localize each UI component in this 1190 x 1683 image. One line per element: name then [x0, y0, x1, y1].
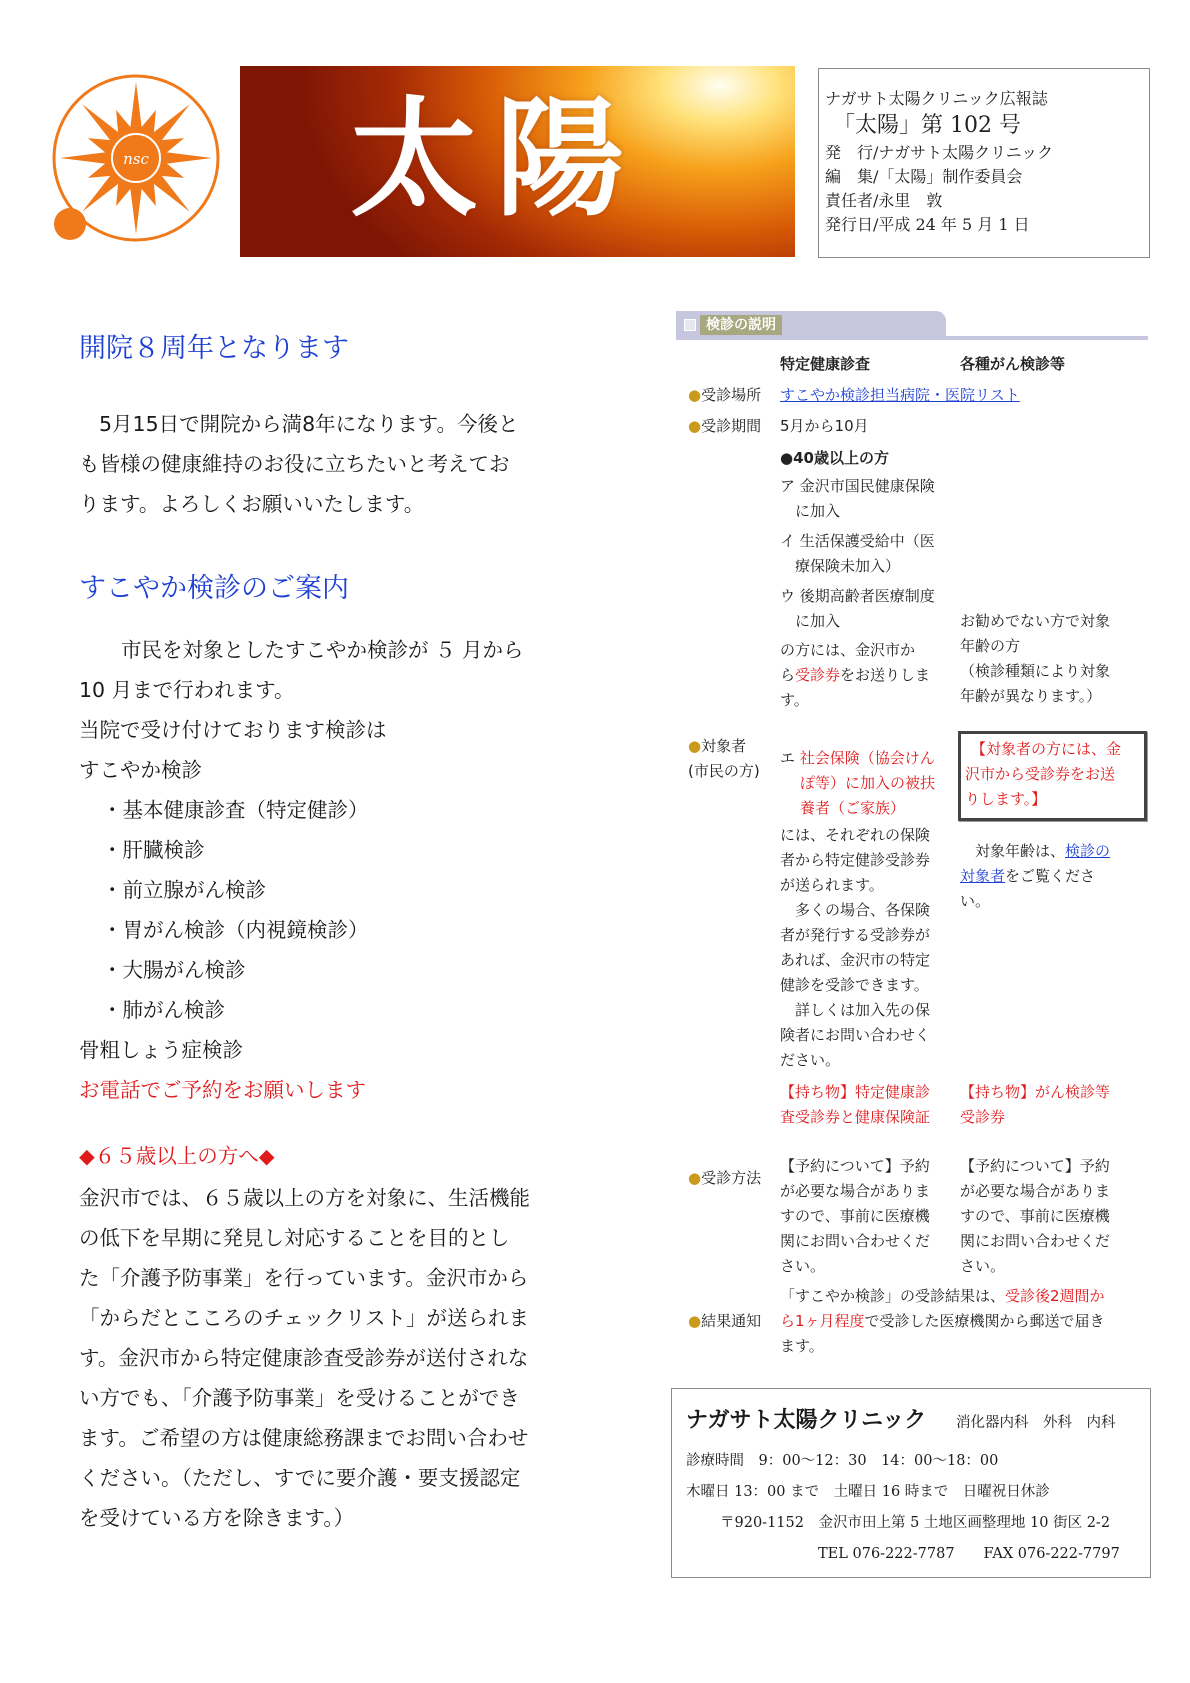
eligibility-i: 療保険未加入） [780, 557, 901, 575]
clinic-name: ナガサト太陽クリニック [686, 1408, 927, 1433]
method-specific: さい。 [780, 1257, 826, 1275]
target-sublabel: (市民の方) [688, 762, 760, 780]
panel-tab-underline [676, 336, 1148, 340]
place-label: 受診場所 [701, 386, 762, 404]
issue-date: 発行日/平成 24 年 5 月 1 日 [825, 215, 1030, 234]
target-age-link[interactable]: 検診の [1065, 842, 1111, 860]
responsible-person: 責任者/永里 敦 [825, 191, 943, 210]
result-period: ら1ヶ月程度 [780, 1312, 865, 1330]
anniversary-line: ります。よろしくお願いいたします。 [79, 492, 425, 516]
sun-ray-icon [129, 181, 142, 234]
hospital-list-link[interactable]: すこやか検診担当病院・医院リスト [780, 386, 1020, 404]
result-text: ます。 [780, 1337, 824, 1355]
sun-ray-icon [60, 151, 113, 164]
checkup-item: ・基本健康診査（特定健診） [102, 798, 369, 822]
seniors-heading: ◆６５歳以上の方へ◆ [79, 1144, 275, 1168]
result-label: 結果通知 [701, 1312, 762, 1330]
cancer-note: 年齢が異なります。） [960, 687, 1102, 705]
result-text: 「すこやか検診」の受診結果は、 [780, 1287, 1006, 1305]
clinic-info-box [671, 1388, 1151, 1578]
bullet-icon: ● [688, 737, 702, 755]
checkup-item: ・前立腺がん検診 [102, 878, 266, 902]
insurer-note: 者が発行する受診券が [780, 926, 931, 944]
age-note: い。 [960, 892, 991, 910]
eligibility-a: に加入 [780, 502, 841, 520]
eligibility-i: イ 生活保護受給中（医 [780, 532, 935, 550]
checkup-item: ・肺がん検診 [102, 998, 225, 1022]
bring-items-cancer: 受診券 [960, 1108, 1006, 1126]
send-line: ら [780, 666, 796, 684]
insurer-note: 多くの場合、各保険 [780, 901, 931, 919]
voucher-notice: 【対象者の方には、金 [971, 740, 1122, 758]
target-label: 対象者 [701, 737, 747, 755]
seniors-line: の低下を早期に発見し対応することを目的とし [79, 1226, 510, 1250]
voucher-notice-box [958, 731, 1147, 821]
osteoporosis-item: 骨粗しょう症検診 [79, 1038, 243, 1062]
anniversary-text [79, 404, 569, 524]
eligibility-a: ア 金沢市国民健康保険 [780, 477, 935, 495]
method-cancer: が必要な場合がありま [960, 1182, 1111, 1200]
clinic-departments: 消化器内科 外科 内科 [956, 1415, 1116, 1431]
reservation-cta: お電話でご予約をお願いします [79, 1078, 366, 1102]
eligibility-e: 社会保険（協会けん [799, 749, 935, 767]
checkbox-icon [684, 319, 696, 331]
anniversary-heading: 開院８周年となります [79, 333, 349, 364]
seniors-line: い方でも、「介護予防事業」を受けることができ [79, 1386, 520, 1410]
insurer-note: 者から特定健診受診券 [780, 851, 931, 869]
bullet-icon: ● [688, 417, 702, 435]
seniors-line: す。金沢市から特定健康診査受診券が送付されな [79, 1346, 529, 1370]
publication-info-box [818, 68, 1150, 258]
banner-title: 太陽 [350, 84, 643, 234]
method-specific: 関にお問い合わせくだ [780, 1232, 931, 1250]
checkup-lead: 当院で受け付けております検診は [79, 718, 387, 742]
checkup-item: ・大腸がん検診 [102, 958, 246, 982]
eligibility-u: ウ 後期高齢者医療制度 [780, 587, 935, 605]
seniors-line: 「からだとこころのチェックリスト」が送られま [79, 1306, 529, 1330]
age-note: 対象年齢は、 [960, 842, 1066, 860]
insurer-note: 詳しくは加入先の保 [780, 1001, 931, 1019]
seniors-line: 金沢市では、６５歳以上の方を対象に、生活機能 [79, 1186, 530, 1210]
result-text: で受診した医療機関から郵送で届き [864, 1312, 1105, 1330]
anniversary-line: 5月15日で開院から満8年になります。今後と [99, 412, 519, 436]
method-cancer: すので、事前に医療機 [960, 1207, 1110, 1225]
checkup-heading: すこやか検診のご案内 [79, 573, 349, 604]
col-head-specific: 特定健康診査 [780, 355, 871, 373]
checkup-info-panel [676, 306, 1148, 1366]
period-value: 5月から10月 [780, 417, 869, 435]
logo-text: nsc [123, 150, 149, 168]
checkup-text [79, 630, 569, 1110]
issue-number: 「太陽」第 102 号 [833, 113, 1021, 138]
method-specific: すので、事前に医療機 [780, 1207, 930, 1225]
banner [240, 66, 795, 257]
insurer-note: 険者にお問い合わせく [780, 1026, 931, 1044]
insurer-note: には、それぞれの保険 [780, 826, 931, 844]
issued-by: 発 行/ナガサト太陽クリニック [825, 143, 1054, 162]
publisher-line: ナガサト太陽クリニック広報誌 [825, 89, 1048, 108]
seniors-line: ます。ご希望の方は健康総務課までお問い合わせ [79, 1426, 529, 1450]
eligibility-u: に加入 [780, 612, 841, 630]
result-period: 受診後2週間か [1005, 1287, 1105, 1305]
target-age-link[interactable]: 対象者 [960, 867, 1006, 885]
method-cancer: 【予約について】予約 [960, 1157, 1110, 1175]
period-label: 受診期間 [701, 417, 762, 435]
age40-label: ●40歳以上の方 [780, 449, 889, 467]
seniors-line: た「介護予防事業」を行っています。金沢市から [79, 1266, 529, 1290]
col-head-cancer: 各種がん検診等 [960, 355, 1066, 373]
bring-items-cancer: 【持ち物】がん検診等 [960, 1083, 1111, 1101]
eligibility-e: ぽ等）に加入の被扶 [800, 774, 936, 792]
voucher-notice: 沢市から受診券をお送 [965, 765, 1116, 783]
cancer-note: （検診種類により対象 [960, 662, 1111, 680]
clinic-hours: 診療時間 9：00〜12：30 14：00〜18：00 [686, 1453, 999, 1469]
bullet-icon: ● [688, 1312, 702, 1330]
method-label: 受診方法 [701, 1169, 762, 1187]
clinic-address: 〒920-1152 金沢市田上第 5 土地区画整理地 10 街区 2-2 [720, 1515, 1111, 1531]
insurer-note: ださい。 [780, 1051, 841, 1069]
editor: 編 集/「太陽」制作委員会 [825, 167, 1023, 186]
bring-items-specific: 【持ち物】特定健康診 [780, 1083, 931, 1101]
seniors-text [79, 1178, 569, 1538]
send-line: をお送りしま [840, 666, 931, 684]
method-specific: 【予約について】予約 [780, 1157, 930, 1175]
method-specific: が必要な場合がありま [780, 1182, 931, 1200]
checkup-lead-name: すこやか検診 [79, 758, 202, 782]
insurer-note: が送られます。 [780, 876, 884, 894]
method-cancer: 関にお問い合わせくだ [960, 1232, 1111, 1250]
method-cancer: さい。 [960, 1257, 1006, 1275]
eligibility-e-prefix: エ [780, 749, 800, 767]
checkup-intro-line: 10 月まで行われます。 [79, 678, 295, 702]
send-line: す。 [780, 691, 809, 709]
seniors-line: を受けている方を除きます。） [79, 1506, 355, 1530]
voucher-text: 受診券 [795, 666, 841, 684]
cancer-note: お勧めでない方で対象 [960, 612, 1111, 630]
sun-ray-icon [159, 151, 212, 164]
age-note: をご覧くださ [1005, 867, 1096, 885]
eligibility-e: 養者（ご家族） [800, 799, 906, 817]
sun-ray-icon [129, 82, 142, 135]
anniversary-line: も皆様の健康維持のお役に立ちたいと考えてお [79, 452, 510, 476]
insurer-note: 健診を受診できます。 [780, 976, 929, 994]
send-line: の方には、金沢市か [780, 641, 916, 659]
panel-tab-label: 検診の説明 [700, 315, 782, 335]
clinic-phone: TEL 076-222-7787 FAX 076-222-7797 [818, 1546, 1120, 1562]
checkup-item: ・胃がん検診（内視鏡検診） [102, 918, 369, 942]
bullet-icon: ● [688, 1169, 702, 1187]
bullet-icon: ● [688, 386, 702, 404]
voucher-notice: りします。】 [965, 790, 1047, 808]
seniors-line: ください。（ただし、すでに要介護・要支援認定 [79, 1466, 521, 1490]
cancer-note: 年齢の方 [960, 637, 1021, 655]
clinic-days: 木曜日 13：00 まで 土曜日 16 時まで 日曜祝日休診 [686, 1484, 1050, 1500]
checkup-item: ・肝臓検診 [102, 838, 205, 862]
checkup-intro-line: 市民を対象としたすこやか検診が ５ 月から [121, 638, 524, 662]
clinic-logo [44, 70, 224, 250]
bring-items-specific: 査受診券と健康保険証 [780, 1108, 931, 1126]
insurer-note: あれば、金沢市の特定 [780, 951, 931, 969]
